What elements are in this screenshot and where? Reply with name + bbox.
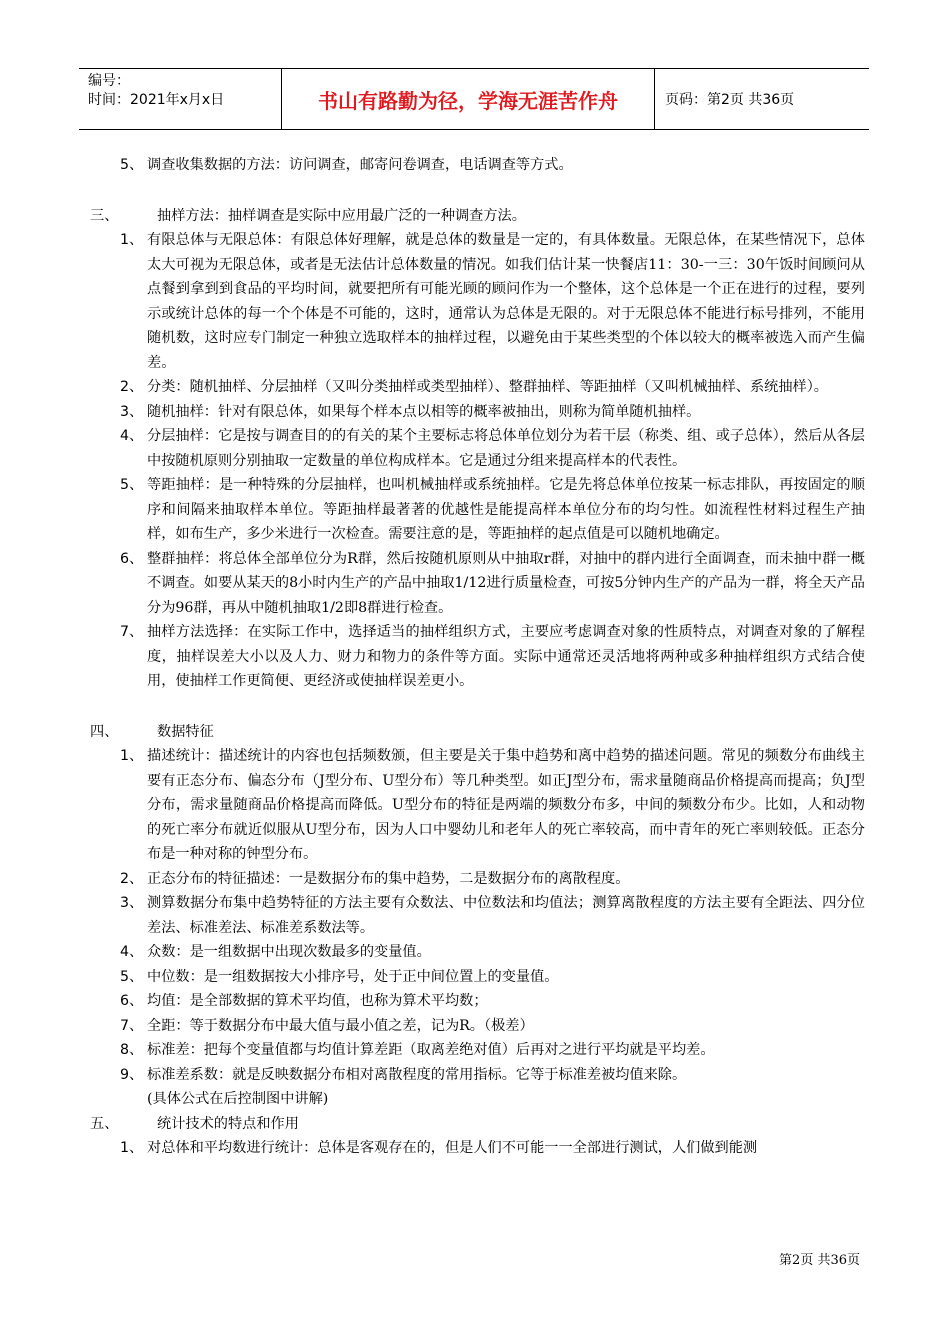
item-number: 4、 bbox=[120, 428, 144, 444]
item-number: 5、 bbox=[120, 157, 144, 173]
item-text: 整群抽样：将总体全部单位分为R群，然后按随机原则从中抽取r群，对抽中的群内进行全面调查，而未抽中群一概不调查。如要从某天的8小时内生产的产品中抽取1/12进行质量检查，可按5分钟内生产的产品为一群，将全天产品分为96群，再从中随机抽取1/2即8群进行检查。 bbox=[147, 550, 865, 616]
item-number: 5、 bbox=[120, 968, 144, 985]
item-number: 1、 bbox=[120, 748, 144, 764]
item-text: 描述统计：描述统计的内容也包括频数颁，但主要是关于集中趋势和离中趋势的描述问题。常见的频数分布曲线主要有正态分布、偏态分布（J型分布、U型分布）等几种类型。如正J型分布，需求量随商品价格提高而提高；负J型分布，需求量随商品价格提高而降低。U型分布的特征是两端的频数分布多，中间的频数分布少。比如，人和动物的死亡率分布就近似服从U型分布，因为人口中婴幼儿和老年人的死亡率较高，而中青年的死亡率则较低。正态分布是一种对称的钟型分布。 bbox=[147, 748, 865, 862]
item-text: 中位数：是一组数据按大小排序号，处于正中间位置上的变量值。 bbox=[147, 968, 559, 985]
section-number: 五、 bbox=[90, 1115, 119, 1132]
document-number-label: 编号： bbox=[88, 73, 130, 89]
list-item bbox=[90, 620, 865, 694]
list-item bbox=[90, 744, 865, 867]
item-number: 6、 bbox=[120, 993, 144, 1009]
list-item bbox=[90, 1136, 865, 1161]
item-text: 等距抽样：是一种特殊的分层抽样，也叫机械抽样或系统抽样。它是先将总体单位按某一标志排队，再按固定的顺序和间隔来抽取样本单位。等距抽样最著著的优越性是能提高样本单位分布的均匀性。如流程性材料过程生产抽样，如布生产，多少米进行一次检查。需要注意的是，等距抽样的起点值是可以随机地确定。 bbox=[147, 477, 865, 542]
item-text: 标准差：把每个变量值都与均值计算差距（取离差绝对值）后再对之进行平均就是平均差。 bbox=[147, 1042, 715, 1058]
section-heading bbox=[90, 1112, 865, 1137]
list-item bbox=[90, 1063, 865, 1088]
item-text: 随机抽样：针对有限总体，如果每个样本点以相等的概率被抽出，则称为简单随机抽样。 bbox=[147, 403, 701, 420]
list-item bbox=[90, 965, 865, 990]
item-text: 众数：是一组数据中出现次数最多的变量值。 bbox=[147, 944, 431, 960]
item-text: 有限总体与无限总体：有限总体好理解，就是总体的数量是一定的，有具体数量。无限总体，在某些情况下，总体太大可视为无限总体，或者是无法估计总体数量的情况。如我们估计某一快餐店11：30-一三：30午饭时间顾问从点餐到拿到到食品的平均时间，就要把所有可能光顾的顾问作为一个整体，这个总体是一个正在进行的过程，要列示或统计总体的每一个个体是不可能的，这时，通常认为总体是无限的。对于无限总体不能进行标号排列，不能用随机数，这时应专门制定一种独立选取样本的抽样过程，以避免由于某些类型的个体以较大的概率被选入而产生偏差。 bbox=[147, 232, 865, 371]
list-item bbox=[90, 891, 865, 940]
item-number: 7、 bbox=[120, 624, 144, 640]
section-title: 统计技术的特点和作用 bbox=[157, 1115, 299, 1132]
list-item bbox=[90, 228, 865, 375]
item-text: 分类：随机抽样、分层抽样（又叫分类抽样或类型抽样）、整群抽样、等距抽样（又叫机械抽样、系统抽样）。 bbox=[147, 379, 828, 395]
list-item bbox=[90, 547, 865, 621]
item-number: 2、 bbox=[120, 379, 144, 395]
list-item bbox=[90, 400, 865, 425]
section-heading bbox=[90, 720, 865, 745]
section-title: 数据特征 bbox=[157, 723, 214, 740]
section-number: 三、 bbox=[90, 207, 119, 224]
item-text: 调查收集数据的方法：访问调查，邮寄问卷调查，电话调查等方式。 bbox=[147, 157, 573, 173]
item-number: 9、 bbox=[120, 1066, 144, 1083]
item-text: 全距：等于数据分布中最大值与最小值之差，记为R。（极差） bbox=[147, 1017, 534, 1034]
item-number: 1、 bbox=[120, 232, 144, 248]
item-number: 8、 bbox=[120, 1042, 144, 1058]
item-text: 标准差系数：就是反映数据分布相对离散程度的常用指标。它等于标准差被均值来除。 bbox=[147, 1066, 687, 1083]
list-item bbox=[90, 473, 865, 547]
header-motto: 书山有路勤为径，学海无涯苦作舟 bbox=[281, 69, 655, 129]
item-text: 分层抽样：它是按与调查目的的有关的某个主要标志将总体单位划分为若干层（称类、组、或子总体），然后从各层中按随机原则分别抽取一定数量的单位构成样本。它是通过分组来提高样本的代表性。 bbox=[147, 428, 865, 469]
item-number: 7、 bbox=[120, 1017, 144, 1034]
item-text: 均值：是全部数据的算术平均值，也称为算术平均数； bbox=[147, 993, 488, 1009]
list-item bbox=[90, 153, 865, 178]
item-text: 测算数据分布集中趋势特征的方法主要有众数法、中位数法和均值法；测算离散程度的方法主要有全距法、四分位差法、标准差法、标准差系数法等。 bbox=[147, 895, 865, 936]
item-text: 对总体和平均数进行统计：总体是客观存在的，但是人们不可能一一全部进行测试，人们做到能测 bbox=[147, 1140, 758, 1156]
list-item bbox=[90, 867, 865, 892]
item-number: 1、 bbox=[120, 1140, 144, 1156]
document-time-label: 时间：2021年x月x日 bbox=[88, 92, 225, 108]
header-page-label: 页码：第2页 共36页 bbox=[665, 92, 795, 108]
item-text: 正态分布的特征描述：一是数据分布的集中趋势，二是数据分布的离散程度。 bbox=[147, 870, 630, 887]
item-number: 2、 bbox=[120, 870, 144, 887]
item-number: 3、 bbox=[120, 895, 144, 911]
list-item bbox=[90, 375, 865, 400]
item-number: 3、 bbox=[120, 403, 144, 420]
document-body bbox=[90, 153, 865, 1161]
item-number: 4、 bbox=[120, 944, 144, 960]
section-number: 四、 bbox=[90, 723, 119, 740]
section-title: 抽样方法：抽样调查是实际中应用最广泛的一种调查方法。 bbox=[157, 207, 526, 224]
page-header bbox=[79, 68, 869, 130]
list-item bbox=[90, 424, 865, 473]
header-meta bbox=[79, 69, 281, 129]
list-item bbox=[90, 940, 865, 965]
section-heading bbox=[90, 204, 865, 229]
item-text: 抽样方法选择：在实际工作中，选择适当的抽样组织方式，主要应考虑调查对象的性质特点，对调查对象的了解程度，抽样误差大小以及人力、财力和物力的条件等方面。实际中通常还灵活地将两种或多种抽样组织方式结合使用，使抽样工作更简便、更经济或使抽样误差更小。 bbox=[147, 624, 865, 689]
page-footer: 第2页 共36页 bbox=[779, 1253, 860, 1268]
item-number: 5、 bbox=[120, 477, 144, 493]
list-item bbox=[90, 1014, 865, 1039]
list-item bbox=[90, 1038, 865, 1063]
formula-note: (具体公式在后控制图中讲解) bbox=[147, 1091, 329, 1107]
list-item bbox=[90, 989, 865, 1014]
item-number: 6、 bbox=[120, 550, 144, 567]
